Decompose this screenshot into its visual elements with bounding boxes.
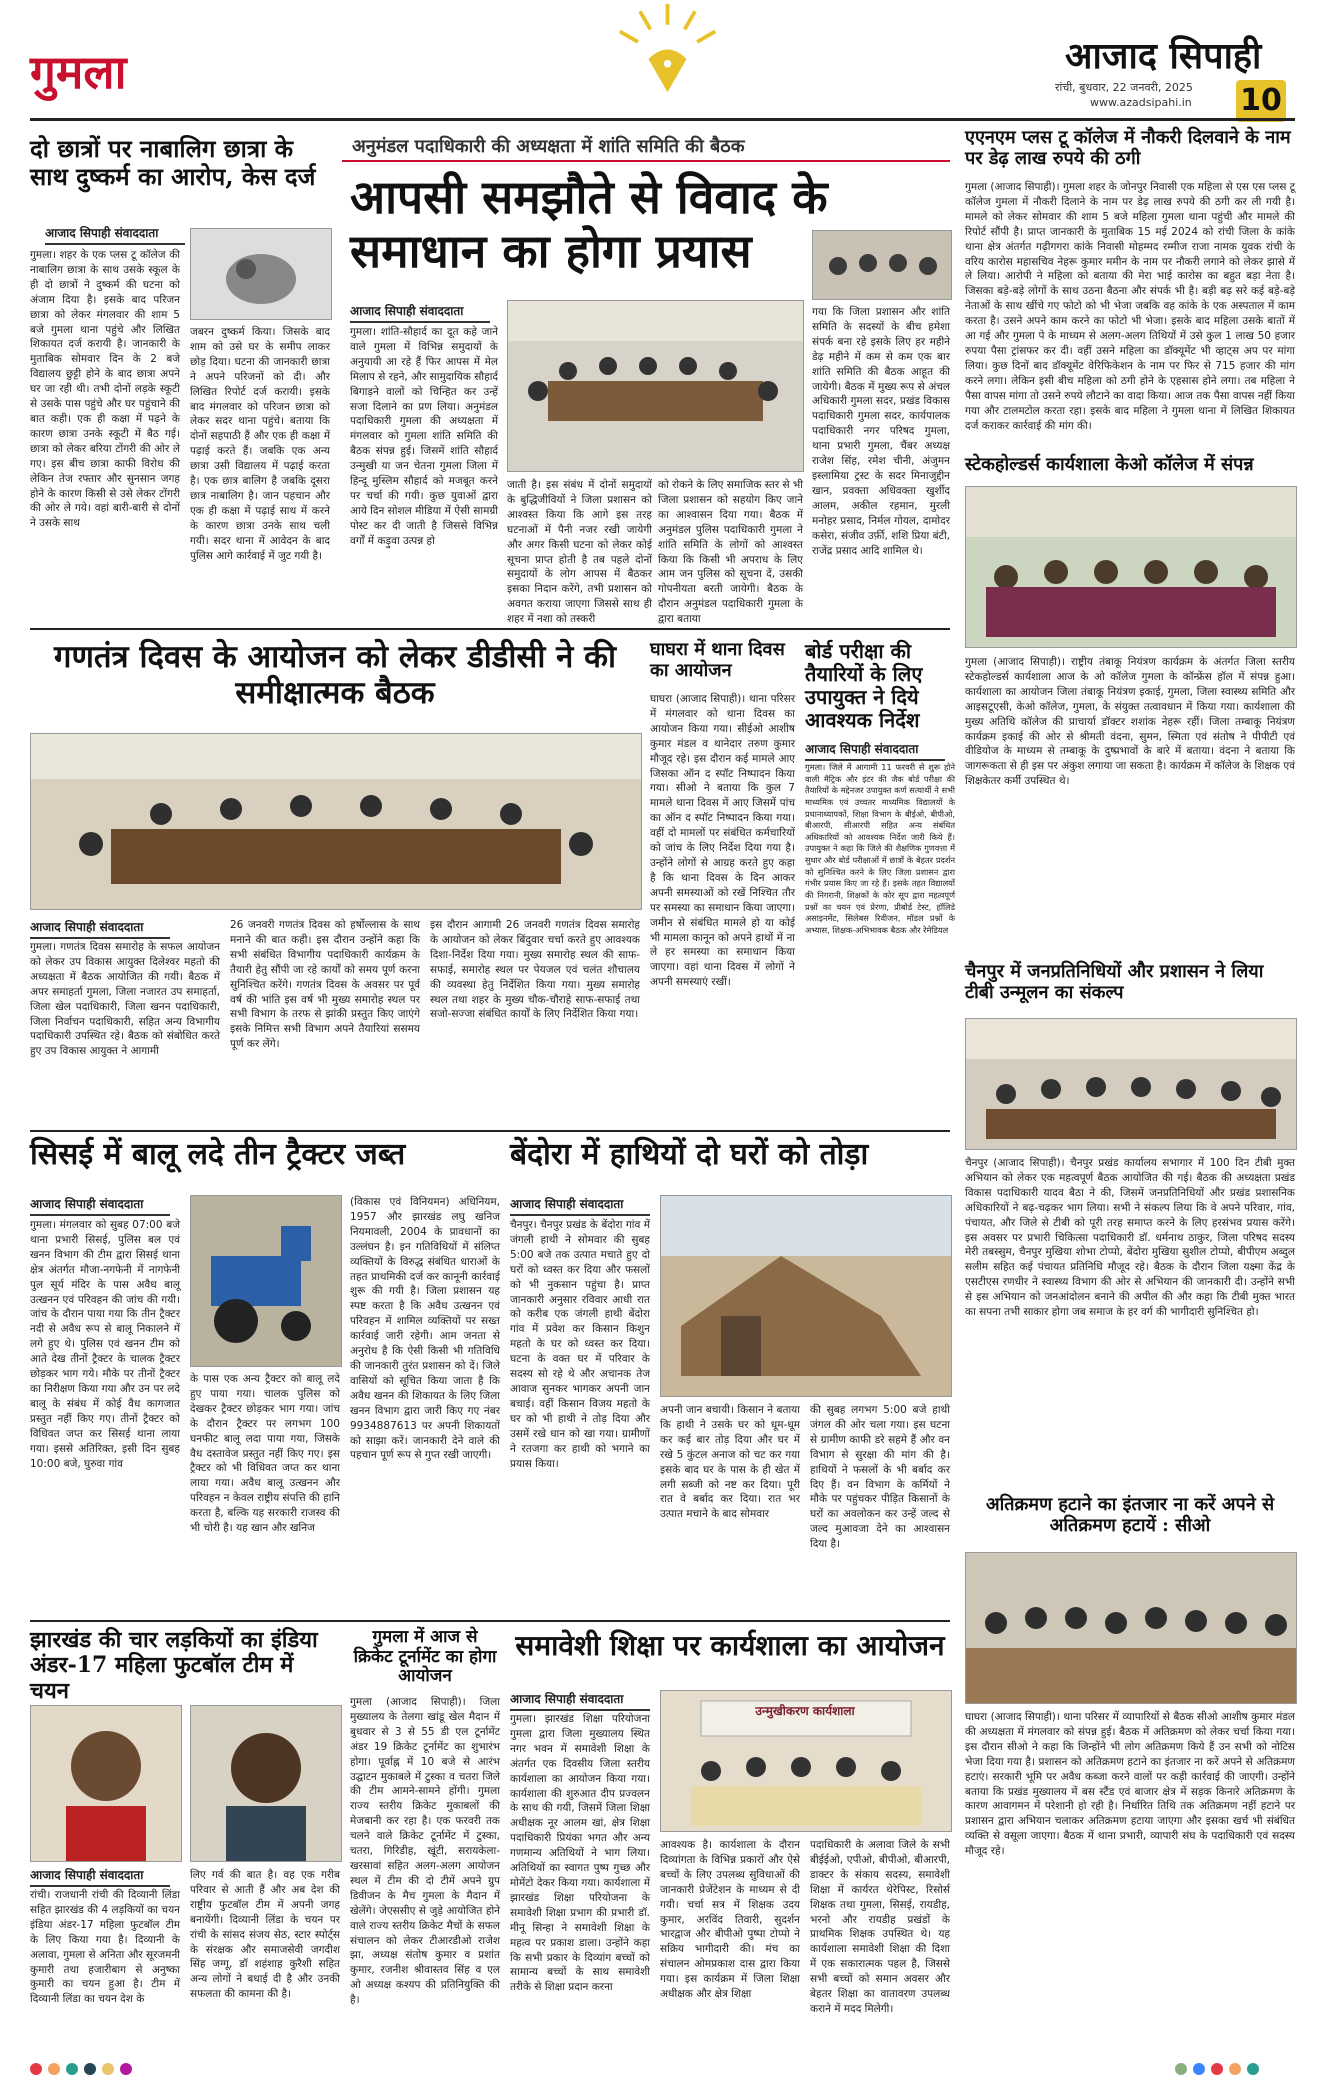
headline-peace: आपसी समझौते से विवाद के समाधान का होगा प्रयास bbox=[350, 170, 828, 279]
section-rule bbox=[30, 1620, 950, 1622]
article-text: लिए गर्व की बात है। वह एक गरीब परिवार से आती हैं और अब देश की राष्ट्रीय फुटबॉल टीम में अपनी जगह बनायेंगी। दिव्यानी लिंडा के चयन पर रांची के सांसद संजय सेठ, स्टार स्पोर्ट्स के संरक्षक और समाजसेवी जगदीश सिंह जग्गू, डॉ शहंशाह कुरैशी सहित अन्य लोगों ने बधाई दी है और उनकी सफलता की कामना की है। bbox=[190, 1869, 340, 2001]
encroachment-meeting-photo bbox=[965, 1552, 1297, 1704]
tb-meeting-photo bbox=[965, 1018, 1297, 1150]
byline: आजाद सिपाही संवाददाता bbox=[45, 224, 185, 245]
headline-inclusive-education: समावेशी शिक्षा पर कार्यशाला का आयोजन bbox=[515, 1629, 945, 1662]
player-portrait-1 bbox=[30, 1705, 182, 1862]
kicker-bar bbox=[342, 132, 950, 162]
byline: आजाद सिपाही संवाददाता bbox=[30, 1866, 170, 1887]
city-name: गुमला bbox=[30, 45, 127, 99]
kicker-peace: अनुमंडल पदाधिकारी की अध्यक्षता में शांति समिति की बैठक bbox=[352, 136, 745, 157]
article-text: गुमला (आजाद सिपाही)। राष्ट्रीय तंबाकू नियंत्रण कार्यक्रम के अंतर्गत जिला स्तरीय स्टेकहोल्डर्स कार्यशाला आज के ओ कॉलेज गुमला के कॉन्फ्रेंस हॉल में संपन्न हुआ। कार्यशाला का आयोजन जिला तंबाकू नियंत्रण इकाई, गुमला, जिला स्वास्थ्य समिति और आइसटूएसी, केओ कॉलेज, गुमला, के संयुक्त तत्वावधान में किया गया। कार्यशाला की मुख्य अतिथि कॉलेज की प्राचार्या डॉक्टर शशांक नेहरू रहीं। जिला तम्बाकू नियंत्रण कार्यक्रम इकाई की ओर से श्रीमती वंदना, सुमन, स्मिता एवं संतोष ने पीपीटी एवं वीडियोज के माध्यम से तम्बाकू के दुष्प्रभावों के बारे में बताया। वंदना ने बताया कि जागरूकता से ही इस पर अंकुश लगाया जा सकता है। कार्यक्रम में कॉलेज के शिक्षक एवं शिक्षकेतर कर्मी उपस्थित थे। bbox=[965, 656, 1295, 788]
article-text: गुमला। झारखंड शिक्षा परियोजना गुमला द्वारा जिला मुख्यालय स्थित नगर भवन में समावेशी शिक्षा के अंतर्गत एक दिवसीय जिला स्तरीय कार्यशाला का आयोजन किया गया। कार्यशाला की शुरुआत दीप प्रज्वलन के साथ की गयी, जिसमें जिला शिक्षा अधीक्षक नूर आलम खां, क्षेत्र शिक्षा पदाधिकारी प्रियंका भगत और अन्य गणमान्य अतिथियों ने भाग लिया। अतिथियों का स्वागत पुष्प गुच्छ और मोमेंटो देकर किया गया। कार्यशाला में झारखंड शिक्षा परियोजना के समावेशी शिक्षा प्रभाग की प्रभारी डॉ. मीनू सिन्हा ने समावेशी शिक्षा के महत्व पर प्रकाश डाला। उन्होंने कहा कि सभी प्रकार के दिव्यांग बच्चों को सामान्य बच्चों के साथ समावेशी तरीके से शिक्षा प्रदान करना bbox=[510, 1713, 650, 1994]
article-text: जबरन दुष्कर्म किया। जिसके बाद शाम को उसे घर के समीप लाकर छोड़ दिया। घटना की जानकारी छात्रा ने अपने परिजनों को दी। और लिखित रिपोर्ट दर्ज करायी। इसके बाद मंगलवार को परिजन छात्रा को लेकर सदर थाना पहुंचे। बताया कि दोनों सहपाठी हैं और एक ही कक्षा में पढ़ाई करते हैं। जबकि एक अन्य छात्रा उसी विद्यालय में पढ़ाई करता है। एक छात्र बालिग है जबकि दूसरा छात्र नाबालिग है। जान पहचान और एक ही कक्षा में पढ़ाई साथ में करने के कारण छात्रा उनके साथ चली गयी। सदर थाना में आवेदन के बाद पुलिस आगे कार्रवाई में जुट गयी है। bbox=[190, 326, 330, 562]
article-text: गुमला। शहर के एक प्लस टू कॉलेज की नाबालिग छात्रा के साथ उसके स्कूल के ही दो छात्रों ने दुष्कर्म की घटना को अंजाम दिया है। इसके बाद परिजन छात्रा को लेकर मंगलवार की शाम 5 बजे गुमला थाना पहुंचे और लिखित शिकायत दर्ज करायी है। जानकारी के मुताबिक सोमवार दिन के 2 बजे विद्यालय छुट्टी होने के बाद छात्रा अपने घर जा रही थी। तभी दोनों लड़के स्कूटी से उसके पास पहुंचे और घर पहुंचाने की बात कही। एक ही कक्षा में पढ़ने के कारण छात्रा उनके स्कूटी में बैठ गई। छात्रा को लेकर बरिया टोंगरी की ओर ले गए। इस बीच छात्रा काफी विरोध की लेकिन तेज रफ्तार और सुनसान जगह होने के कारण किसी से उसे लेकर टोंगरी की ओर ले गये। वहां बारी-बारी से दोनों ने उसके साथ bbox=[30, 249, 180, 530]
footer-color-bar-right bbox=[1175, 2060, 1265, 2079]
peace-meeting-photo bbox=[507, 300, 804, 472]
peace-meeting-photo-2 bbox=[812, 230, 952, 300]
tobacco-workshop-photo bbox=[965, 486, 1297, 648]
footer-color-bar-left bbox=[30, 2060, 138, 2079]
headline-cricket: गुमला में आज से क्रिकेट टूर्नामेंट का होगा आयोजन bbox=[353, 1627, 497, 1687]
headline-elephant: बेंदोरा में हाथियों दो घरों को तोड़ा bbox=[510, 1137, 869, 1172]
date-line: रांची, बुधवार, 22 जनवरी, 2025 bbox=[1055, 81, 1193, 94]
player-portrait-2 bbox=[190, 1705, 342, 1862]
article-text: को रोकने के लिए समाजिक स्तर से भी जिला प्रशासन को सहयोग किए जाने का आश्वासन दिया गया। बैठक में अनुमंडल पुलिस पदाधिकारी गुमला ने शांति समिति के लोगों को आश्वस्त किया कि किसी भी अपराध के लिए आम जन पुलिस को सूचना दें, उसकी गोपनीयता बरती जायेगी। बैठक के दौरान अनुमंडल पदाधिकारी गुमला के द्वारा बताया bbox=[658, 479, 803, 626]
byline: आजाद सिपाही संवाददाता bbox=[510, 1195, 650, 1216]
headline-rape-case: दो छात्रों पर नाबालिग छात्रा के साथ दुष्कर्म का आरोप, केस दर्ज bbox=[30, 134, 316, 191]
article-text: गुमला। शांति-सौहार्द का दूत कहे जाने वाले गुमला में विभिन्न समुदायों के अनुयायी आ रहे हैं फिर आपस में मेल मिलाप से रहने, और सामुदायिक सौहार्द बिगाड़ने वालों को चिन्हित कर उन्हें सजा दिलाने का प्रण लिया। अनुमंडल पदाधिकारी गुमला की अध्यक्षता में मंगलवार को गुमला शांति समिति की बैठक संपन्न हुई। जिसमें शांति सौहार्द उन्मुखी या जन चेतना गुमला जिला में हिन्दू मुस्लिम सौहार्द को मजबूत करने पर चर्चा की गयी। कुछ युवाओं द्वारा आये दिन सोशल मीडिया में ऐसी सामग्री पोस्ट कर दी जाती है जिससे विभिन्न वर्गों में कड़ुवा उत्पन्न हो bbox=[350, 326, 498, 547]
headline-football: झारखंड की चार लड़कियों का इंडिया अंडर-17 महिला फुटबॉल टीम में चयन bbox=[30, 1627, 318, 1704]
article-text: चैनपुर। चैनपुर प्रखंड के बेंदोरा गांव में जंगली हाथी ने सोमवार की सुबह 5:00 बजे तक उत्पात मचाते हुए दो घरों को ध्वस्त कर दिया और फसलों को भी नुकसान पहुंचा है। प्राप्त जानकारी अनुसार रविवार आधी रात को करीब एक जंगली हाथी बेंदोरा गांव में प्रवेश कर किसान किशुन महतो के घर को ध्वस्त कर दिया। घटना के वक्त घर में परिवार के सदस्य सो रहे थे और अचानक तेज आवाज सुनकर भागकर अपनी जान बचाई। वहीं किसान विजय महतो के घर को भी हाथी ने तोड़ दिया और उसमें रखे धान को खा गया। ग्रामीणों ने रतजगा कर हाथी को भगाने का प्रयास किया। bbox=[510, 1219, 650, 1470]
headline-ghagra: घाघरा में थाना दिवस का आयोजन bbox=[650, 639, 785, 681]
headline-fraud: एएनएम प्लस टू कॉलेज में नौकरी दिलवाने के नाम पर डेढ़ लाख रुपये की ठगी bbox=[965, 127, 1291, 169]
site-url[interactable]: www.azadsipahi.in bbox=[1090, 96, 1192, 109]
article-text: इस दौरान आगामी 26 जनवरी गणतंत्र दिवस समारोह के आयोजन को लेकर बिंदुवार चर्चा करते हुए आवश्यक दिशा-निर्देश दिया गया। मुख्य समारोह स्थल की साफ-सफाई, समारोह स्थल पर पेयजल एवं चलंत शौचालय की व्यवस्था हेतु निर्देशित किया गया। मुख्य समारोह स्थल तथा शहर के मुख्य चौक-चौराहे साफ-सफाई तथा सजो-सज्जा संबंधित कार्यों के लिए निर्देशित किया गया। bbox=[430, 919, 640, 1021]
article-text: अपनी जान बचायी। किसान ने बताया कि हाथी ने उसके घर को धूम-धूम कर कई बार तोड़ दिया और घर में रखे 5 कुंटल अनाज को चट कर गया इसके बाद घर के पास के ही खेत में लगी सब्जी को नष्ट कर दिया। पूरी रात वे बर्बाद कर दिया। रात भर उत्पात मचाने के बाद सोमवार bbox=[660, 1404, 800, 1521]
article-text: घाघरा (आजाद सिपाही)। थाना परिसर में व्यापारियों से बैठक सीओ आशीष कुमार मंडल की अध्यक्षता में मंगलवार को संपन्न हुई। बैठक में अतिक्रमण को लेकर चर्चा किया गया। इस दौरान सीओ ने कहा कि जिन्होंने भी लोग अतिक्रमण किये हैं उन सभी को नोटिस भेजा दिया गया है। प्रशासन को अतिक्रमण हटाने का इंतजार ना करें अपने से अतिक्रमण हटाएं। सरकारी भूमि पर अवैध कब्जा करने वालों पर कड़ी कार्रवाई की जाएगी। उन्होंने बताया कि प्रखंड मुख्यालय में बस स्टैंड एवं बाजार क्षेत्र में सड़क किनारे अतिक्रमण के कारण आवागमन में परेशानी हो रही है। निर्धारित तिथि तक अतिक्रमण नहीं हटाने पर प्रशासन द्वारा अभियान चलाकर अतिक्रमण हटाया जाएगा और इसका खर्च भी संबंधित व्यक्ति से वसूला जाएगा। बैठक में थाना प्रभारी, व्यापारी संघ के पदाधिकारी एवं सदस्य मौजूद रहे। bbox=[965, 1711, 1295, 1858]
headline-board-exam: बोर्ड परीक्षा की तैयारियों के लिए उपायुक्त ने दिये आवश्यक निर्देश bbox=[805, 639, 923, 732]
byline: आजाद सिपाही संवाददाता bbox=[30, 918, 170, 939]
article-text: (विकास एवं विनियमन) अधिनियम, 1957 और झारखंड लघु खनिज नियमावली, 2004 के प्रावधानों का उल्लंघन है। इन गतिविधियों में संलिप्त व्यक्तियों के विरुद्ध संबंधित धाराओं के तहत प्राथमिकी दर्ज कर कानूनी कार्रवाई शुरू की गयी है। जिला प्रशासन यह स्पष्ट करता है कि अवैध उत्खनन एवं परिवहन में शामिल व्यक्तियों पर सख्त कार्रवाई जारी रहेगी। आम जनता से अनुरोध है कि ऐसी किसी भी गतिविधि की जानकारी तुरंत प्रशासन को दें। जिले वासियों को सूचित किया जाता है कि अवैध खनन की शिकायत के लिए जिला खनन विभाग द्वारा जारी किए गए नंबर 9934887613 पर अपनी शिकायतों को साझा करें। जानकारी देने वाले की पहचान पूर्ण रूप से गुप्त रखी जाएगी। bbox=[350, 1196, 500, 1462]
article-text: गया कि जिला प्रशासन और शांति समिति के सदस्यों के बीच हमेशा संपर्क बना रहे इसके लिए हर महीने डेढ़ महीने में कम से कम एक बार शांति समिति की बैठक आहूत की जायेगी। बैठक में मुख्य रूप से अंचल अधिकारी गुमला सदर, प्रखंड विकास पदाधिकारी गुमला सदर, कार्यपालक पदाधिकारी नगर परिषद गुमला, थाना प्रभारी गुमला, चैंबर अध्यक्ष राजेश सिंह, रमेश चीनी, अंजुमन इस्लामिया ट्रस्ट के सदर मिनाजुद्दीन खान, प्रवक्ता अधिवक्ता खुर्शीद आलम, अकील रहमान, मुरली मनोहर प्रसाद, निर्मल गोयल, दामोदर कसेरा, संजीव उर्फ़ी, शशि प्रिया बंटी, राजेंद्र प्रसाद आदि शामिल थे। bbox=[812, 306, 950, 557]
paper-name: आजाद सिपाही bbox=[1065, 35, 1262, 77]
section-rule bbox=[30, 1130, 950, 1132]
workshop-banner-text: उन्मुखीकरण कार्यशाला bbox=[755, 1704, 855, 1718]
article-text: घाघरा (आजाद सिपाही)। थाना परिसर में मंगलवार को थाना दिवस का आयोजन किया गया। सीईओ आशीष कुमार मंडल व थानेदार तरुण कुमार मौजूद रहे। इस दौरान कई मामले आए जिसका ऑन द स्पॉट निष्पादन किया गया। सीओ ने बताया कि कुल 7 मामले थाना दिवस में आए जिसमें पांच का ऑन द स्पॉट निष्पादन किया गया। वहीं दो मामलों पर संबंधित कर्मचारियों को जांच के लिए निर्देश दिया गया है। उन्होंने लोगों से आग्रह करते हुए कहा है कि थाना दिवस के दिन आकर अपनी समस्याओं को रखें निश्चित तौर पर समस्या का समाधान किया जाएगा। जमीन से संबंधित मामले हो या कोई भी मामला कानून को अपने हाथों में ना ले हर समस्या का समाधान किया जाएगा। वहां थाना दिवस में लोगों ने अपनी समस्याएं रखीं। bbox=[650, 693, 795, 989]
damaged-house-photo bbox=[660, 1195, 952, 1397]
byline: आजाद सिपाही संवाददाता bbox=[30, 1195, 170, 1216]
article-text: गुमला (आजाद सिपाही)। गुमला शहर के जोनपुर निवासी एक महिला से एस एस प्लस टू कॉलेज गुमला में नौकरी दिलाने के नाम पर डेढ़ लाख रुपये की ठगी कर ली गयी है। मामले को लेकर सोमवार की शाम 5 बजे महिला गुमला थाना पहुंची और मामले की रिपोर्ट सौंपी है। प्राप्त जानकारी के मुताबिक 15 मई 2024 को रांची जिला के कांके थाना क्षेत्र अंतर्गत गढ़ीगगरा कांके निवासी मोहम्मद रम्मीज राजा नामक युवक रांची के वरिय कारोस महासचिव नेहरू कुमार ममीन के नाम पर नौकरी लगाने को लेकर झासे में ले लिया। आरोपी ने महिला को बताया की मेरा भाई कारोस का बहुत बड़ा नेता है। जिसका बड़े-बड़े लोगों के साथ उठना बैठना और संपर्क भी है। बड़ी बढ़ सरे कई बड़े-बड़े नेताओं के साथ खींचे गए फोटो को भी भेजा जबकि वह कांके के एक अस्पताल में काम करता है। उसने अपने काम करने का फोटो भी भेजा। इसके बाद महिला उसके बातों में आ गई और गुमला पे के माध्यम से अलग-अलग तिथियों में उसे कुल 1 लाख 50 हजार रुपया पैसा ट्रांसफर कर दी। वहीं उसने महिला का डॉक्यूमेंट भी व्हाट्स अप पर मांगा लिया। कुछ दिनों बाद डॉक्यूमेंट वेरिफिकेशन के नाम पर फिर से 715 हजार की मांग करने लगा। लेकिन इसी बीच महिला को ठगी होने के एहसास होने लगा। तब महिला ने पैसा वापस मांगा तो उसने रुपये लौटाने का वादा किया। आज तक पैसा वापस नहीं किया गया और टालमटोल करता रहा। इसके बाद महिला ने गुमला थाना में लिखित शिकायत दर्ज कराकर कार्रवाई की मांग की। bbox=[965, 181, 1295, 432]
headline-encroachment: अतिक्रमण हटाने का इंतजार ना करें अपने से अतिक्रमण हटायें : सीओ bbox=[985, 1494, 1275, 1536]
article-text: गुमला (आजाद सिपाही)। जिला मुख्यालय के तेलगा खांडू खेल मैदान में बुधवार से 3 से 55 डी एल टूर्नामेंट अंडर 19 क्रिकेट टूर्नामेंट का शुभारंभ होगा। पूर्वाह्न में 10 बजे से आरंभ उद्घाटन मुकाबले में टुस्का व चतरा जिले की टीम आमने-सामने होंगी। गुमला राज्य स्तरीय क्रिकेट मुकाबलों की मेजबानी कर रहा है। एक फरवरी तक चलने वाले क्रिकेट टूर्नामेंट में टुस्का, चतरा, गिरिडीह, खूंटी, सरायकेला-खरसावां सहित अलग-अलग आयोजन स्थल में टीम की दो टीमें अपने ग्रुप डिवीजन के मैच गुमला के मैदान में खेलेंगे। जेएससीए से जुड़े आयोजित होने वाले राज्य स्तरीय क्रिकेट मैचों के सफल संचालन को लेकर टीआरडीओ राजेश झा, अध्यक्ष संतोष कुमार व प्रशांत कुमार, रजनीश श्रीवास्तव सिंह व एल ओ अध्यक्ष कश्यप की प्रतिनियुक्ति की है। bbox=[350, 1696, 500, 2007]
article-text: की सुबह लगभग 5:00 बजे हाथी जंगल की ओर चला गया। इस घटना से ग्रामीण काफी डरे सहमे हैं और वन विभाग से सुरक्षा की मांग की है। हाथियों ने फसलों के भी बर्बाद कर दिए हैं। वन विभाग के कर्मियों ने मौके पर पहुंचकर पीड़ित किसानों के घरों का अवलोकन कर उन्हें जल्द से जल्द मुआवजा देने का आश्वासन दिया है। bbox=[810, 1404, 950, 1551]
crime-illustration-image bbox=[190, 228, 332, 320]
headline-tractor: सिसई में बालू लदे तीन ट्रैक्टर जब्त bbox=[30, 1137, 406, 1172]
headline-tobacco: स्टेकहोल्डर्स कार्यशाला केओ कॉलेज में संपन्न bbox=[965, 454, 1254, 475]
article-text: गुमला। गणतंत्र दिवस समारोह के सफल आयोजन को लेकर उप विकास आयुक्त दिलेश्वर महतो की अध्यक्षता में बैठक आयोजित की गयी। बैठक में अपर समाहर्ता गुमला, जिला नजारत उप समाहर्ता, जिला खेल पदाधिकारी, जिला खनन पदाधिकारी, जिला निर्वाचन पदाधिकारी, सहित अन्य विभागीय पदाधिकारी उपस्थित रहे। बैठक को संबोधित करते हुए उप विकास आयुक्त ने आगामी bbox=[30, 941, 220, 1058]
republic-day-meeting-photo bbox=[30, 733, 642, 910]
article-text: चैनपुर (आजाद सिपाही)। चैनपुर प्रखंड कार्यालय सभागार में 100 दिन टीबी मुक्त अभियान को लेकर एक महत्वपूर्ण बैठक आयोजित की गई। बैठक की अध्यक्षता प्रखंड विकास पदाधिकारी यादव बैठा ने की, जिसमें जनप्रतिनिधियों और प्रखंड प्रशासनिक अधिकारियों ने बढ़-चढ़कर भाग लिया। सभी ने संकल्प लिया कि वे अपने परिवार, गांव, पंचायत, और जिले से टीबी को पूरी तरह समाप्त करने के लिए हरसंभव प्रयास करेंगे। इस अवसर पर प्रभारी चिकित्सा पदाधिकारी डॉ. धर्मनाथ ठाकुर, जिला परिषद सदस्य मेरी तबस्सुम, चैनपुर मुखिया शोभा टोप्पो, बेंदोरा मुखिया सुशील टोप्पो, बीपीएम अब्दुल सलीम सहित कई पंचायत प्रतिनिधि मौजूद रहे। बैठक के दौरान जिला यक्ष्मा केंद्र के एसटीएस रणधीर ने स्वास्थ्य विभाग की ओर से अभियान की जानकारी दी। उन्होंने सभी से इस अभियान को जनआंदोलन बनाने की अपील की और कहा कि टीबी मुक्त भारत का सपना तभी साकार होगा जब समाज के हर वर्ग की भागीदारी सुनिश्चित हो। bbox=[965, 1157, 1295, 1319]
byline: आजाद सिपाही संवाददाता bbox=[510, 1690, 650, 1711]
tractor-photo bbox=[190, 1195, 342, 1367]
article-text: गुमला। मंगलवार को सुबह 07:00 बजे थाना प्रभारी सिसई, पुलिस बल एवं खनन विभाग की टीम द्वारा सिसई थाना क्षेत्र अंतर्गत मौजा-नगफेनी में नागफेनी पुल सूर्य मंदिर के पास अवैध बालू उत्खनन एवं परिवहन की जांच की गयी। जांच के दौरान पाया गया कि तीन ट्रैक्टर नदी से अवैध रूप से बालू निकालने में लगे हुए थे। पुलिस एवं खनन टीम को आते देख तीनों ट्रैक्टर के चालक ट्रैक्टर छोड़कर भाग गये। मौके पर तीनों ट्रैक्टर का निरीक्षण किया गया और उन पर लदे बालू के संबंध में कोई वैध कागजात प्रस्तुत नहीं किए गए। तीनों ट्रैक्टर को विधिवत जप्त कर सिसई थाना लाया गया। इससे अतिरिक्त, इसी दिन सुबह 10:00 बजे, घुरुवा गांव bbox=[30, 1219, 180, 1470]
page-number: 10 bbox=[1236, 80, 1286, 122]
article-text: रांची। राजधानी रांची की दिव्यानी लिंडा सहित झारखंड की 4 लड़कियों का चयन इंडिया अंडर-17 महिला फुटबॉल टीम के लिए किया गया है। दिव्यानी के अलावा, गुमला से अनिता और सूरजमनी कुमारी तथा हजारीबाग से अनुष्का कुमारी का चयन हुआ है। टीम में दिव्यानी लिंडा का चयन देश के bbox=[30, 1889, 180, 2006]
pen-logo-icon bbox=[620, 2, 715, 97]
article-text: के पास एक अन्य ट्रैक्टर को बालू लदे हुए पाया गया। चालक पुलिस को देखकर ट्रैक्टर छोड़कर भाग गया। जांच के दौरान ट्रैक्टर पर लगभग 100 घनफीट बालू लदा पाया गया, जिसके वैध दस्तावेज प्रस्तुत नहीं किए गए। इस ट्रैक्टर को भी विधिवत जप्त कर थाना लाया गया। अवैध बालू उत्खनन और परिवहन न केवल राष्ट्रीय संपत्ति की हानि करता है, बल्कि यह सरकारी राजस्व की भी चोरी है। यह खान और खनिज bbox=[190, 1373, 340, 1535]
masthead-rule bbox=[30, 118, 1295, 121]
byline: आजाद सिपाही संवाददाता bbox=[805, 740, 945, 761]
section-rule bbox=[30, 628, 950, 630]
article-text: आवश्यक है। कार्यशाला के दौरान दिव्यांगता के विभिन्न प्रकारों और ऐसे बच्चों के लिए उपलब्ध सुविधाओं की जानकारी प्रेजेंटेशन के माध्यम से दी गयी। चर्चा सत्र में शिक्षक उदय कुमार, अरविंद तिवारी, सुदर्शन भारद्वाज और बीपीओ पुष्पा टोप्पो ने सक्रिय भागीदारी की। मंच का संचालन ओमप्रकाश दास द्वारा किया गया। इस कार्यक्रम में जिला शिक्षा अधीक्षक और क्षेत्र शिक्षा bbox=[660, 1839, 800, 2001]
headline-republic-day: गणतंत्र दिवस के आयोजन को लेकर डीडीसी ने की समीक्षात्मक बैठक bbox=[54, 639, 616, 711]
article-text: जाती है। इस संबंध में दोनों समुदायों के बुद्धिजीवियों ने जिला प्रशासन को आश्वस्त किया कि आगे इस तरह घटनाओं में पैनी नजर रखी जायेगी और अगर किसी घटना को लेकर कोई सूचना प्राप्त होती है तब पहले दोनों समुदायों के लोग आपस में बैठकर इसका निदान करेंगे, तभी प्रशासन को अवगत कराया जाएगा जिससे साथ ही शहर में नशा को तस्करी bbox=[507, 479, 652, 626]
article-text: गुमला। जिले में आगामी 11 फरवरी से शुरू होने वाली मैट्रिक और इंटर की जैक बोर्ड परीक्षा की तैयारियों के मद्देनजर उपायुक्त कर्ण सत्यार्थी ने सभी माध्यमिक एवं उच्चतर माध्यमिक विद्यालयों के प्रधानाध्यापकों, शिक्षा विभाग के बीईओ, बीपीओ, बीआरपी, सीआरपी सहित अन्य संबंधित अधिकारियों को आवश्यक निर्देश जारी किये हैं। उपायुक्त ने कहा कि जिले की शैक्षणिक गुणवत्ता में सुधार और बोर्ड परीक्षाओं में छात्रों के बेहतर प्रदर्शन को सुनिश्चित करने के लिए जिला प्रशासन द्वारा गंभीर प्रयास किए जा रहे हैं। इसके तहत विद्यालयों की निगरानी, शिक्षकों के कोर सूप द्वारा महत्वपूर्ण प्रश्नों का चयन एवं प्रेरणा, प्रीबोर्ड टेस्ट, हॉलिडे असाइनमेंट, सिलेबस रिवीजन, मॉडल प्रश्नों के अभ्यास, शिक्षक-अभिभावक बैठक और रेमेडियल bbox=[805, 762, 955, 935]
byline: आजाद सिपाही संवाददाता bbox=[350, 302, 490, 323]
article-text: पदाधिकारी के अलावा जिले के सभी बीईईओ, एपीओ, बीपीओ, बीआरपी, डाक्टर के संकाय सदस्य, समावेशी शिक्षा में कार्यरत थेरेपिस्ट, रिसोर्स शिक्षक तथा गुमला, सिसई, रायडीह, भरनो और रायडीह प्रखंडों के प्राथमिक शिक्षक उपस्थित थे। यह कार्यशाला समावेशी शिक्षा की दिशा में एक सकारात्मक पहल है, जिससे सभी बच्चों को समान अवसर और बेहतर शिक्षा का वातावरण उपलब्ध कराने में मदद मिलेगी। bbox=[810, 1839, 950, 2015]
article-text: 26 जनवरी गणतंत्र दिवस को हर्षोल्लास के साथ मनाने की बात कही। इस दौरान उन्होंने कहा कि सभी संबंधित विभागीय पदाधिकारी कार्यक्रम के तैयारी हेतु सौंपी जा रहे कार्यों को समय पूर्ण करना सुनिश्चित करेंगे। गणतंत्र दिवस के अवसर पर पूर्व वर्ष की भांति इस वर्ष भी मुख्य समारोह स्थल पर सभी विभाग के तरफ से झांकी प्रस्तुत किए जाएंगे इसके निमित्त सभी विभाग अपने तैयारियां ससमय पूर्ण कर लेंगे। bbox=[230, 919, 420, 1051]
headline-chainpur-tb: चैनपुर में जनप्रतिनिधियों और प्रशासन ने लिया टीबी उन्मूलन का संकल्प bbox=[965, 961, 1264, 1003]
